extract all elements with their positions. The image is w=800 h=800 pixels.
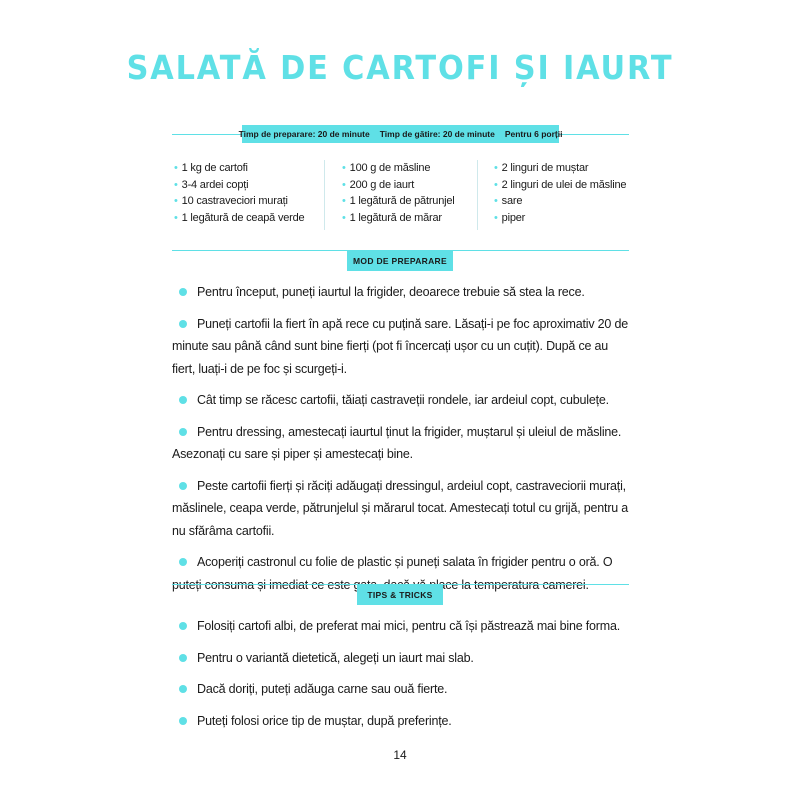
bullet-icon	[179, 717, 187, 725]
method-steps	[172, 281, 634, 596]
bullet-icon	[179, 654, 187, 662]
method-step: Peste cartofii fierți și răciți adăugați dressingul, ardeiul copt, castraveciorii murați, măslinele, ceapa verde, pătrunjelul și mărarul tocat. Amestecați totul cu grijă, pentru a nu sfărâma cartofii.	[172, 478, 629, 538]
bullet-icon: •	[174, 211, 178, 224]
bullet-icon: •	[174, 178, 178, 191]
ingredients-col-2	[342, 160, 455, 226]
prep-time: Timp de preparare: 20 de minute	[238, 129, 370, 139]
bullet-icon: •	[494, 195, 498, 207]
ingredient-item: • 3-4 ardei copți	[174, 178, 249, 191]
ingredient-item: • 1 legătură de mărar	[342, 211, 442, 224]
bullet-icon: •	[494, 162, 498, 174]
bullet-icon: •	[342, 162, 346, 174]
tip-item: Folosiți cartofi albi, de preferat mai mici, pentru că își păstrează mai bine forma.	[172, 615, 634, 638]
bullet-icon: •	[494, 178, 498, 191]
bullet-icon: •	[342, 195, 346, 207]
method-step: Pentru început, puneți iaurtul la frigider, deoarece trebuie să stea la rece.	[172, 281, 634, 304]
ingredients-col-3	[494, 160, 626, 226]
bullet-icon: •	[494, 211, 498, 224]
tip-item: Puteți folosi orice tip de muștar, după preferințe.	[172, 710, 634, 733]
bullet-icon: •	[342, 211, 346, 224]
tip-item: Pentru o variantă dietetică, alegeți un iaurt mai slab.	[172, 647, 634, 670]
bullet-icon: •	[174, 162, 178, 174]
ingredients-col-1	[174, 160, 304, 226]
tips-list	[172, 615, 634, 732]
bullet-icon	[179, 622, 187, 630]
bullet-icon	[179, 685, 187, 693]
bullet-icon	[179, 428, 187, 436]
bullet-icon	[179, 320, 187, 328]
method-step: Puneți cartofii la fiert în apă rece cu puțină sare. Lăsați-i pe foc aproximativ 20 de minute sau până când sunt bine fierți (pot fi încercați ușor cu un cuțit). După ce au fiert, luați-i de pe foc și scurgeți-i.	[172, 316, 628, 376]
ingredient-item: • piper	[494, 211, 526, 224]
ingredient-item: • sare	[494, 195, 523, 207]
cook-time: Timp de gătire: 20 de minute	[379, 129, 495, 139]
bullet-icon: •	[174, 195, 178, 207]
bullet-icon	[179, 558, 187, 566]
ingredients-list	[172, 160, 629, 230]
ingredient-item: • 200 g de iaurt	[342, 178, 415, 191]
bullet-icon: •	[342, 178, 346, 191]
bullet-icon	[179, 396, 187, 404]
method-step: Acoperiți castronul cu folie de plastic și puneți salata în frigider pentru o oră. O puteți consuma imediat ce este place temperatura camerei.	[172, 555, 613, 592]
column-separator	[324, 160, 325, 230]
method-label: MOD DE PREPARARE	[347, 251, 453, 271]
method-step: Pentru dressing, amestecați iaurtul ținut la frigider, muștarul și uleiul de măsline. Asezonați cu sare și piper și amestecați bine.	[172, 424, 622, 461]
ingredient-item: • 100 g de măsline	[342, 162, 431, 174]
ingredient-item: • 2 linguri de muștar	[494, 162, 589, 174]
method-step: Cât timp se răcesc cartofii, tăiați castraveții rondele, iar ardeiul copt, cubulețe.	[172, 389, 634, 412]
column-separator	[477, 160, 478, 230]
servings: Pentru 6 porții	[504, 129, 563, 139]
bullet-icon	[179, 482, 187, 490]
time-info-bar	[238, 125, 563, 143]
ingredient-item: • 10 castraveciori murați	[174, 195, 288, 207]
ingredient-item: • 1 legătură de pătrunjel	[342, 195, 455, 207]
tips-label: TIPS & TRICKS	[357, 585, 443, 605]
ingredient-item: • 1 kg de cartofi	[174, 162, 248, 174]
bullet-icon	[179, 288, 187, 296]
recipe-title: SALATĂ DE CARTOFI ȘI IAURT	[126, 48, 674, 87]
ingredient-item: • 1 legătură de ceapă verde	[174, 211, 305, 224]
tip-item: Dacă doriți, puteți adăuga carne sau ouă fierte.	[172, 678, 634, 701]
ingredient-item: • 2 linguri de ulei de măsline	[494, 178, 627, 191]
page-number: 14	[393, 748, 407, 762]
